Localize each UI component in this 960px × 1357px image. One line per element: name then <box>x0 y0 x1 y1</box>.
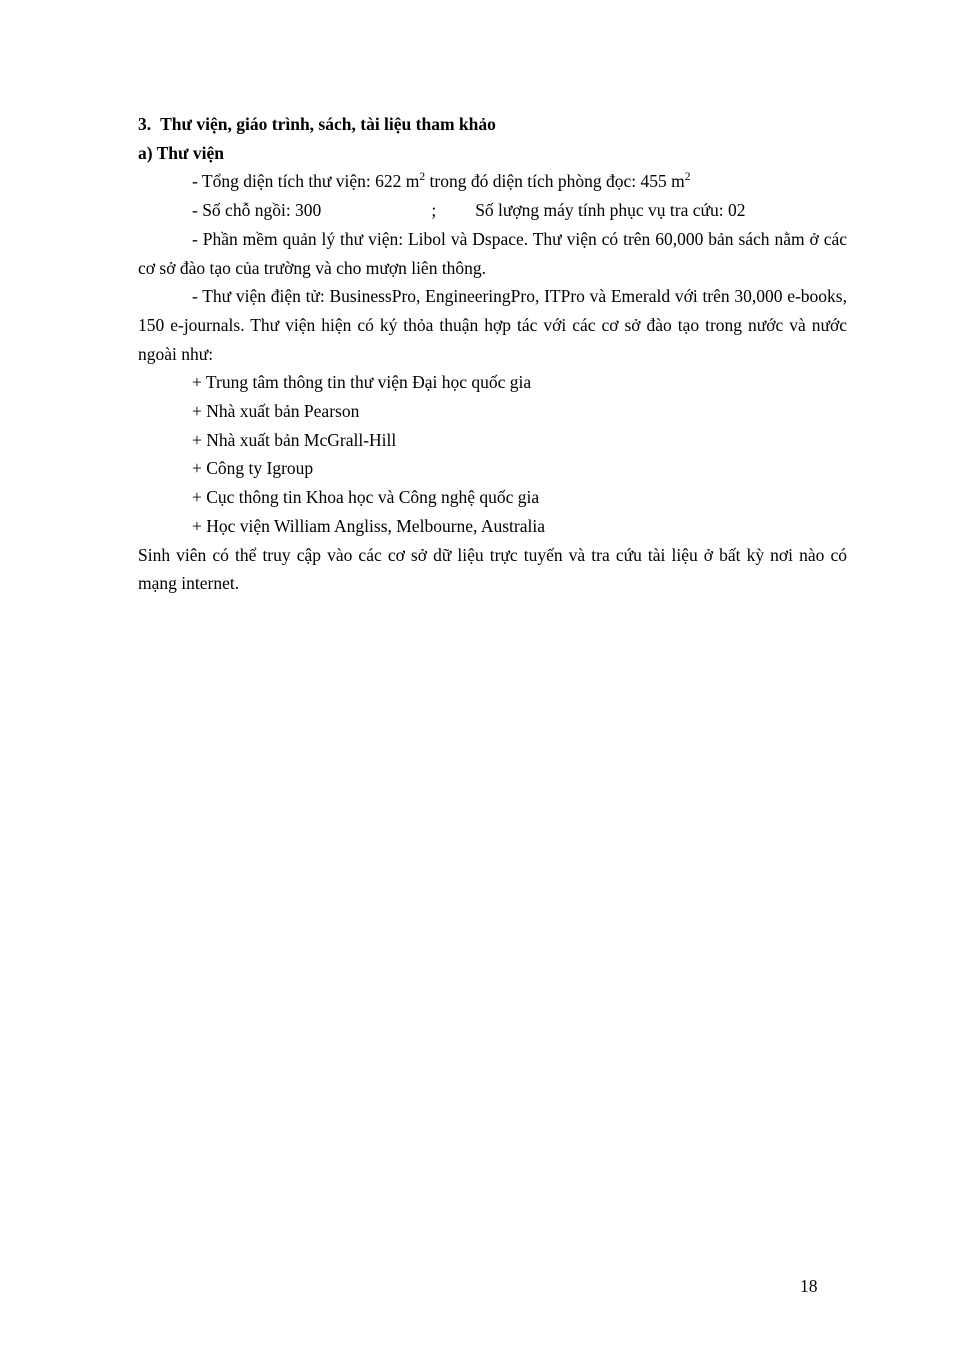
list-item-partner: + Trung tâm thông tin thư viện Đại học quốc gia <box>192 372 532 393</box>
section-number: 3. <box>138 114 152 134</box>
superscript-square-2: 2 <box>684 171 691 184</box>
superscript-square-1: 2 <box>419 171 426 184</box>
section-title: Thư viện, giáo trình, sách, tài liệu tham khảo <box>160 114 496 134</box>
area-text-2: trong đó diện tích phòng đọc: 455 m <box>425 171 685 192</box>
list-item-partner: + Công ty Igroup <box>192 458 314 479</box>
computers-text: Số lượng máy tính phục vụ tra cứu: 02 <box>475 200 746 221</box>
area-text-1: - Tổng diện tích thư viện: 622 m <box>192 171 420 192</box>
line-seats-computers <box>138 196 847 225</box>
paragraph-software: - Phần mềm quản lý thư viện: Libol và Dspace. Thư viện có trên 60,000 bản sách nằm ở các cơ sở đào tạo của trường và cho mượn liên thông. <box>138 228 847 278</box>
list-item-partner: + Cục thông tin Khoa học và Công nghệ quốc gia <box>192 487 540 508</box>
list-item-partner: + Nhà xuất bản McGrall-Hill <box>192 429 397 450</box>
document-body <box>138 110 847 598</box>
list-item-partner: + Học viện William Angliss, Melbourne, Australia <box>192 515 545 536</box>
separator-semicolon: ; <box>431 200 437 221</box>
paragraph-access: Sinh viên có thể truy cập vào các cơ sở dữ liệu trực tuyến và tra cứu tài liệu ở bất kỳ nơi nào có mạng internet. <box>138 544 847 594</box>
line-library-area <box>138 167 847 196</box>
page-number: 18 <box>800 1276 818 1296</box>
paragraph-elibrary: - Thư viện điện tử: BusinessPro, EngineeringPro, ITPro và Emerald với trên 30,000 e-books, 150 e-journals. Thư viện hiện có ký thỏa thuận hợp tác với các cơ sở đào tạo trong nước và nước ngoài như: <box>138 286 847 364</box>
subsection-heading: a) Thư viện <box>138 142 225 163</box>
list-item-partner: + Nhà xuất bản Pearson <box>192 401 360 422</box>
section-heading <box>138 110 847 139</box>
seats-text: - Số chỗ ngồi: 300 <box>192 200 322 221</box>
